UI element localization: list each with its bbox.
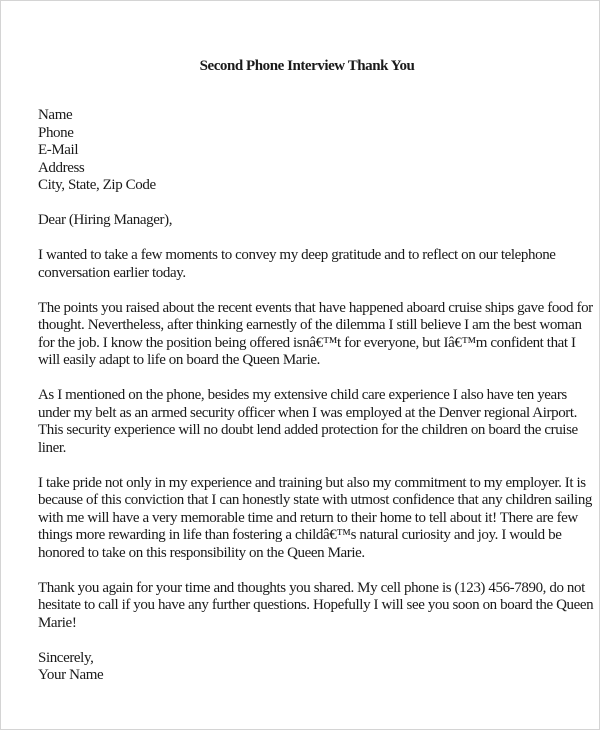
paragraph-line: I take pride not only in my experience and training but also my commitment to my employer. It is bbox=[38, 474, 586, 491]
sender-phone: Phone bbox=[38, 124, 74, 141]
spacer bbox=[38, 230, 568, 248]
sender-name: Name bbox=[38, 107, 73, 123]
sender-email: E-Mail bbox=[38, 142, 79, 158]
paragraph-thank-you bbox=[38, 579, 594, 633]
paragraph-line: with me will have a very memorable time and return to their home to tell about it! There are few bbox=[38, 509, 578, 526]
signature-name: Your Name bbox=[38, 667, 104, 683]
paragraph-line: things more rewarding in life than fostering a childâ€™s natural curiosity and joy. I would be bbox=[38, 527, 562, 543]
paragraph-line: for the job. I know the position being offered isnâ€™t for everyone, but Iâ€™m confident that I bbox=[38, 334, 576, 351]
sign-off bbox=[38, 650, 568, 685]
paragraph-points-raised bbox=[38, 299, 593, 370]
spacer bbox=[38, 457, 568, 475]
letter-body bbox=[38, 107, 594, 685]
paragraph-line: because of this conviction that I can honestly state with utmost confidence that any children sailing bbox=[38, 492, 593, 508]
paragraph-line: will easily adapt to life on board the Queen Marie. bbox=[38, 352, 321, 368]
sender-block bbox=[38, 107, 568, 195]
paragraph-line: This security experience will no doubt lend added protection for the children on board the cruise bbox=[38, 422, 578, 438]
spacer bbox=[38, 195, 568, 213]
paragraph-line: hesitate to call if you have any further questions. Hopefully I will see you soon on board the Queen bbox=[38, 597, 594, 613]
paragraph-line: Thank you again for your time and thoughts you shared. My cell phone is (123) 456-7890, do not bbox=[38, 579, 585, 596]
paragraph-gratitude bbox=[38, 247, 568, 282]
spacer bbox=[38, 370, 568, 388]
paragraph-line: I wanted to take a few moments to convey my deep gratitude and to reflect on our telephone bbox=[38, 247, 556, 263]
spacer bbox=[38, 632, 568, 650]
paragraph-line: As I mentioned on the phone, besides my extensive child care experience I also have ten years bbox=[38, 387, 567, 403]
paragraph-line: Marie! bbox=[38, 614, 77, 631]
closing-text: Sincerely, bbox=[38, 649, 94, 666]
paragraph-line: thought. Nevertheless, after thinking earnestly of the dilemma I still believe I am the best woman bbox=[38, 317, 582, 333]
paragraph-experience bbox=[38, 387, 578, 457]
paragraph-line: The points you raised about the recent events that have happened aboard cruise ships gave food for bbox=[38, 299, 593, 316]
paragraph-line: honored to take on this responsibility on the Queen Marie. bbox=[38, 544, 365, 561]
paragraph-line: liner. bbox=[38, 439, 67, 456]
spacer bbox=[38, 562, 568, 580]
sender-address: Address bbox=[38, 159, 85, 176]
sender-city-state-zip: City, State, Zip Code bbox=[38, 177, 156, 193]
salutation bbox=[38, 212, 568, 230]
paragraph-pride bbox=[38, 474, 593, 563]
document-title: Second Phone Interview Thank You bbox=[199, 58, 415, 74]
paragraph-line: conversation earlier today. bbox=[38, 264, 186, 281]
paragraph-line: under my belt as an armed security officer when I was employed at the Denver regional Airport. bbox=[38, 404, 578, 421]
salutation-text: Dear (Hiring Manager), bbox=[38, 212, 173, 228]
spacer bbox=[38, 282, 568, 300]
